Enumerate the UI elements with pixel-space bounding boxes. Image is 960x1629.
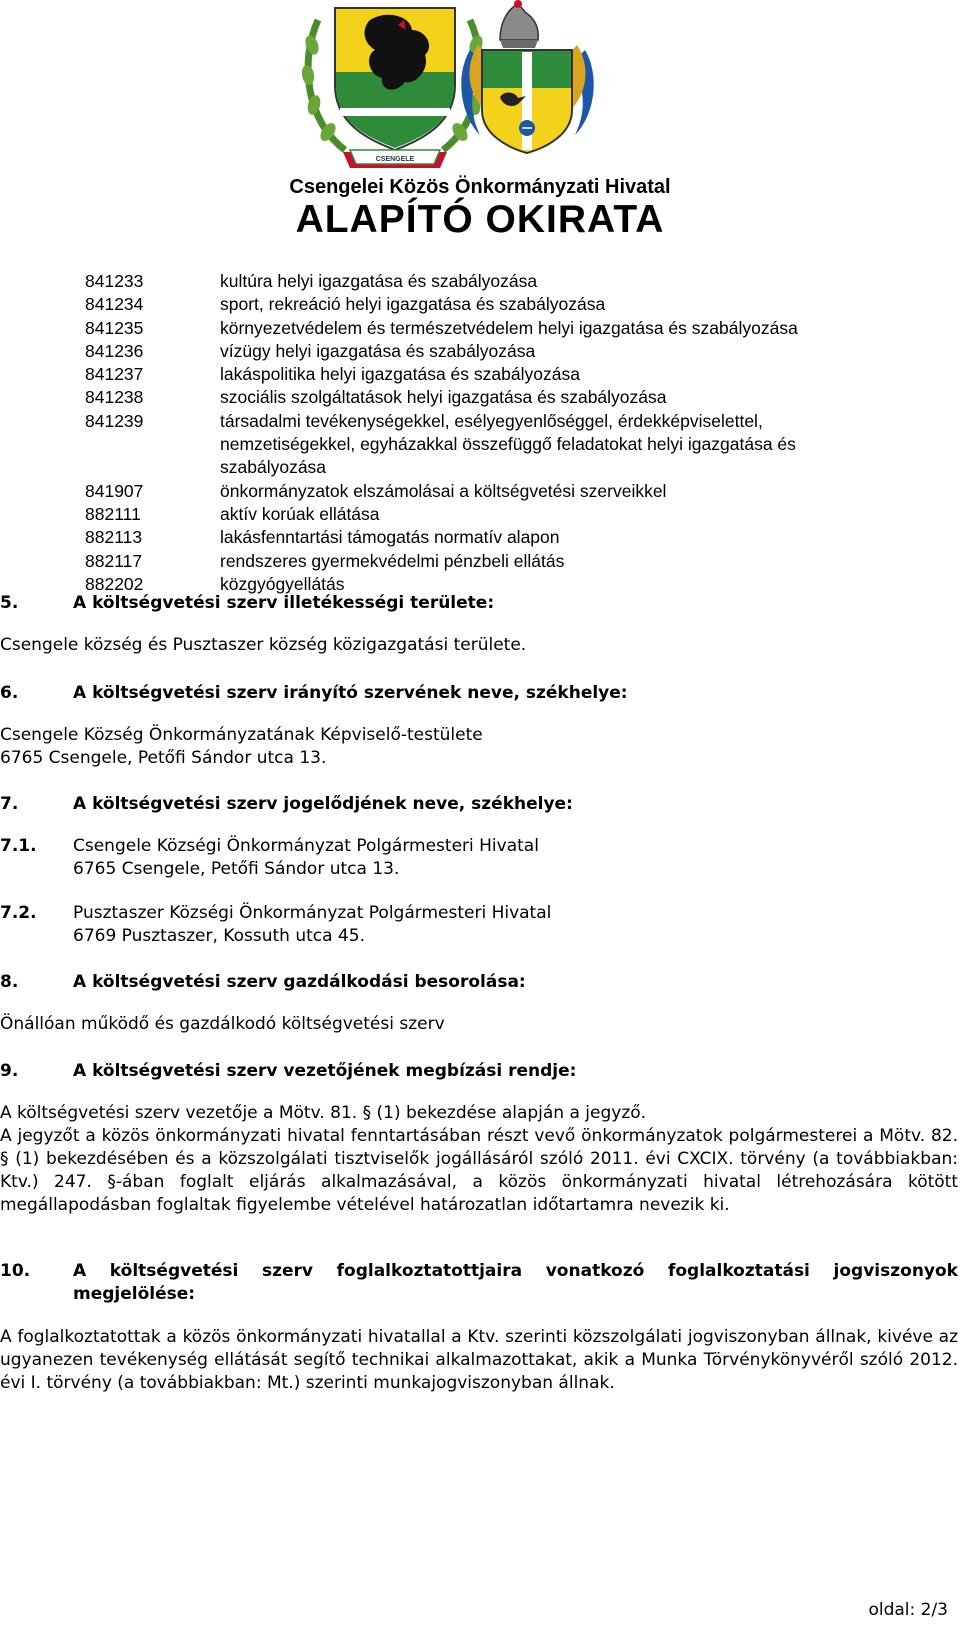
section-9-paragraph: A jegyzőt a közös önkormányzati hivatal fenntartásában részt vevő önkormányzatok polgármesterei a Mötv. 82. § (1) bekezdésében és a közszolgálati tisztviselők jogállásáról szóló 2011. évi CXCIX. törvény (a továbbiakban: Ktv.) 247. §-ában foglalt eljárás alkalmazásával, a közös önkormányzati hivatal létrehozására kötött megállapodásban foglaltak figyelembe vételével határozatlan időtartamra nevezik ki. <box>0 1126 958 1215</box>
section-7-2-number: 7.2. <box>0 903 37 923</box>
section-6-title: A költségvetési szerv irányító szervének neve, székhelye: <box>73 683 628 703</box>
section-8 <box>0 971 940 1036</box>
activity-code-row <box>85 456 945 479</box>
section-9-line1: A költségvetési szerv vezetője a Mötv. 81. § (1) bekezdése alapján a jegyző. <box>0 1103 647 1123</box>
activity-code-row <box>85 363 945 386</box>
section-9 <box>0 1060 958 1217</box>
section-5-body: Csengele község és Pusztaszer község közigazgatási területe. <box>0 635 527 655</box>
activity-description: vízügy helyi igazgatása és szabályozása <box>220 340 536 361</box>
activity-code-row <box>85 317 945 340</box>
section-8-number: 8. <box>0 972 19 992</box>
activity-code-list <box>85 270 945 596</box>
section-7-1-line1: Csengele Községi Önkormányzat Polgármesteri Hivatal <box>73 836 539 856</box>
activity-description: önkormányzatok elszámolásai a költségvetési szerveikkel <box>220 480 667 501</box>
activity-code: 841237 <box>85 364 144 385</box>
activity-description: sport, rekreáció helyi igazgatása és szabályozása <box>220 294 606 315</box>
activity-code-row <box>85 433 945 456</box>
section-7-title: A költségvetési szerv jogelődjének neve, székhelye: <box>73 794 573 814</box>
activity-description: közgyógyellátás <box>220 573 345 594</box>
organization-name: Csengelei Közös Önkormányzati Hivatal <box>289 176 671 198</box>
activity-code: 841236 <box>85 340 144 361</box>
section-6-number: 6. <box>0 683 19 703</box>
section-7-2-line2: 6769 Pusztaszer, Kossuth utca 45. <box>73 926 365 946</box>
activity-code: 882111 <box>85 503 141 524</box>
section-9-number: 9. <box>0 1061 19 1081</box>
pusztaszer-coat-of-arms <box>461 0 593 153</box>
activity-code: 841233 <box>85 271 144 291</box>
activity-code: 841234 <box>85 294 144 315</box>
activity-description: nemzetiségekkel, egyházakkal összefüggő feladatokat helyi igazgatása és <box>220 434 796 455</box>
activity-code: 841907 <box>85 480 144 501</box>
section-5-title: A költségvetési szerv illetékességi területe: <box>73 593 495 613</box>
section-8-body: Önállóan működő és gazdálkodó költségvetési szerv <box>0 1014 445 1034</box>
activity-code-row <box>85 410 945 433</box>
activity-code-row <box>85 270 945 293</box>
activity-description: aktív korúak ellátása <box>220 503 380 524</box>
activity-code-row <box>85 340 945 363</box>
section-7-number: 7. <box>0 794 19 814</box>
section-10-heading <box>0 1260 958 1306</box>
document-title: ALAPÍTÓ OKIRATA <box>295 198 665 241</box>
section-6-line2: 6765 Csengele, Petőfi Sándor utca 13. <box>0 748 327 768</box>
activity-description: lakásfenntartási támogatás normatív alapon <box>220 527 560 548</box>
activity-description: kultúra helyi igazgatása és szabályozása <box>220 271 538 291</box>
section-8-title: A költségvetési szerv gazdálkodási besorolása: <box>73 972 526 992</box>
section-7-2-line1: Pusztaszer Községi Önkormányzat Polgármesteri Hivatal <box>73 903 552 923</box>
section-7-2 <box>0 902 940 948</box>
activity-code <box>85 456 220 479</box>
activity-code: 882117 <box>85 550 143 571</box>
section-7-heading <box>0 793 940 816</box>
section-10-number: 10. <box>0 1261 31 1281</box>
activity-description: rendszeres gyermekvédelmi pénzbeli ellátás <box>220 550 565 571</box>
activity-description: szabályozása <box>220 457 327 478</box>
section-5 <box>0 592 940 657</box>
activity-code: 841238 <box>85 387 144 408</box>
section-8-heading <box>0 971 940 994</box>
section-10-paragraph: A foglalkoztatottak a közös önkormányzati hivatallal a Ktv. szerinti közszolgálati jogviszonyban állnak, kivéve az ugyanezen tevékenység ellátását segítő technikai alkalmazottakat, akik a Munka Törvénykönyvéről szóló 2012. évi I. törvény (a továbbiakban: Mt.) szerinti munkajogviszonyban állnak. <box>0 1327 958 1393</box>
activity-description: szociális szolgáltatások helyi igazgatása és szabályozása <box>220 387 667 408</box>
section-5-heading <box>0 592 940 615</box>
section-10-title: A költségvetési szerv foglalkoztatottjaira vonatkozó foglalkoztatási jogviszonyok megjelölése: <box>73 1261 958 1304</box>
coat-of-arms-group <box>0 0 960 175</box>
section-9-title: A költségvetési szerv vezetőjének megbízási rendje: <box>73 1061 577 1081</box>
activity-description: lakáspolitika helyi igazgatása és szabályozása <box>220 364 580 385</box>
section-7-1-number: 7.1. <box>0 836 37 856</box>
section-5-number: 5. <box>0 593 19 613</box>
activity-code: 841239 <box>85 410 144 431</box>
activity-code-row <box>85 293 945 316</box>
activity-code: 841235 <box>85 317 144 338</box>
section-10 <box>0 1260 958 1395</box>
section-7-1 <box>0 835 940 881</box>
activity-code: 882202 <box>85 573 144 594</box>
activity-code-row <box>85 550 945 573</box>
activity-code: 882113 <box>85 527 143 548</box>
section-9-heading <box>0 1060 958 1083</box>
csengele-coat-of-arms <box>300 8 487 168</box>
left-crest-ribbon-text: CSENGELE <box>375 156 415 163</box>
section-7 <box>0 793 940 948</box>
activity-description: környezetvédelem és természetvédelem helyi igazgatása és szabályozása <box>220 317 798 338</box>
section-6 <box>0 682 940 770</box>
activity-code-row <box>85 526 945 549</box>
page-number: oldal: 2/3 <box>868 1600 948 1620</box>
activity-description: társadalmi tevékenységekkel, esélyegyenlőséggel, érdekképviselettel, <box>220 410 763 431</box>
activity-code <box>85 433 220 456</box>
activity-code-row <box>85 386 945 409</box>
section-6-heading <box>0 682 940 705</box>
section-7-1-line2: 6765 Csengele, Petőfi Sándor utca 13. <box>73 859 400 879</box>
section-6-line1: Csengele Község Önkormányzatának Képviselő-testülete <box>0 725 483 745</box>
activity-code-row <box>85 503 945 526</box>
activity-code-row <box>85 480 945 503</box>
